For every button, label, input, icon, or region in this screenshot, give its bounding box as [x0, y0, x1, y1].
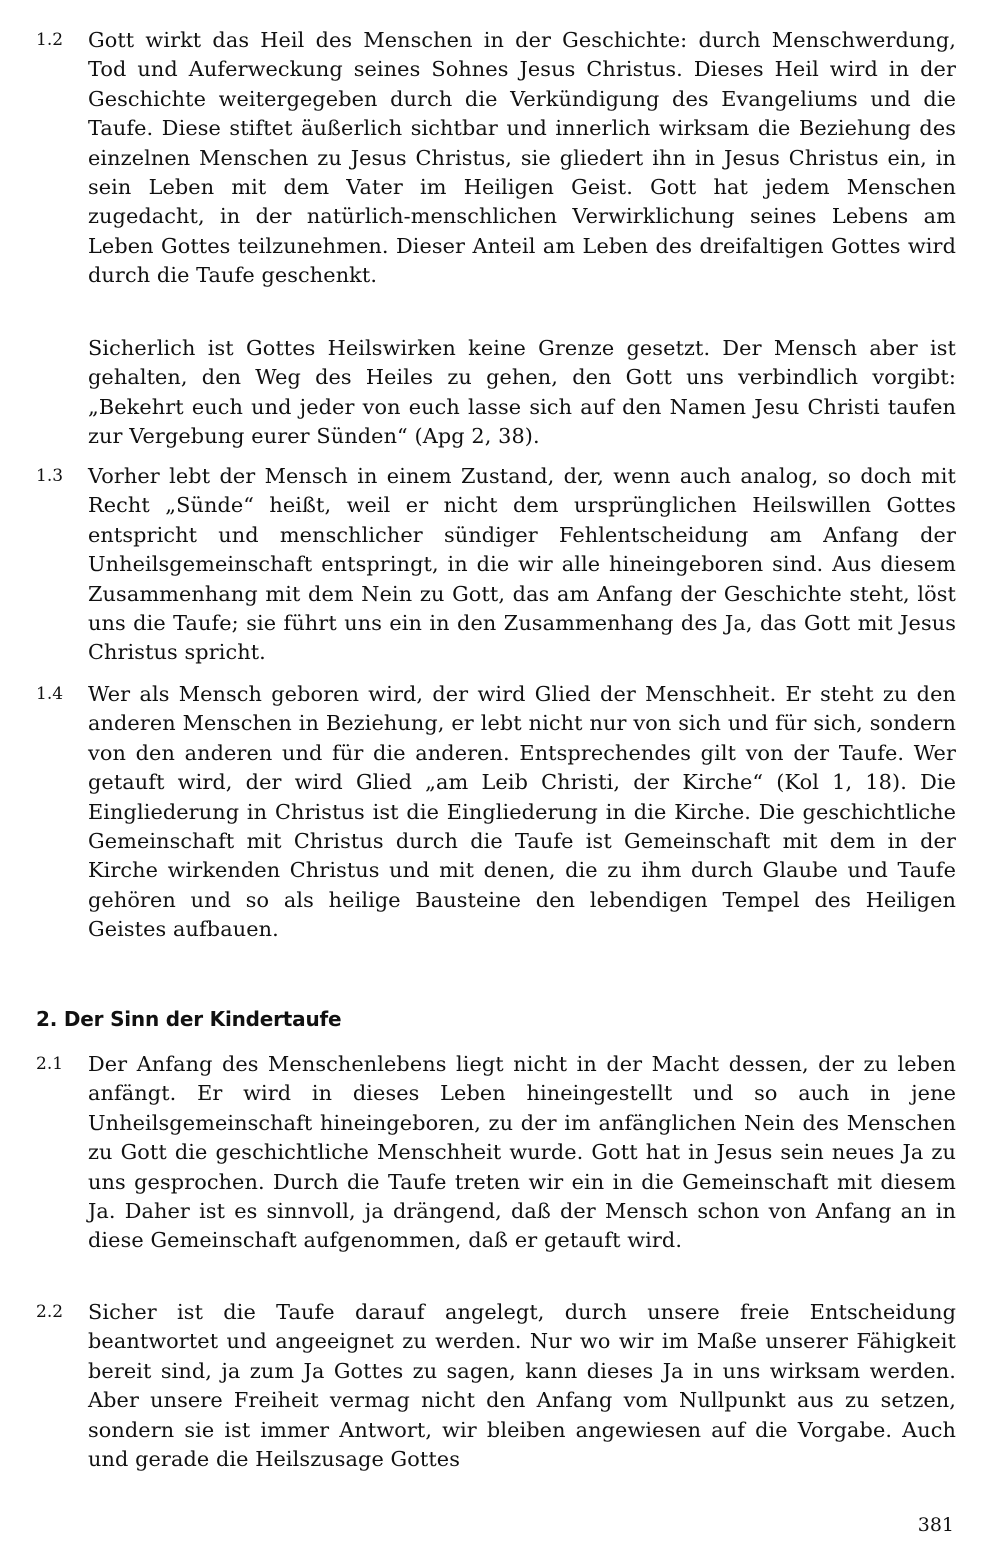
page-number: 381 — [917, 1514, 954, 1536]
section-number: 2.2 — [36, 1302, 64, 1322]
paragraph-1-2-continued — [36, 334, 956, 452]
paragraph-text: Wer als Mensch geboren wird, der wird Glied der Menschheit. Er steht zu den anderen Menschen in Beziehung, er lebt nicht nur von sich und für sich, sondern von den anderen und für die anderen. Entsprechendes gilt von der Taufe. Wer getauft wird, der wird Glied „am Leib Christi, der Kirche“ (Kol 1, 18). Die Eingliederung in Christus ist die Eingliederung in die Kirche. Die geschichtliche Gemeinschaft mit Christus durch die Taufe ist Gemeinschaft mit dem in der Kirche wirkenden Christus und mit denen, die zu ihm durch Glaube und Taufe gehören und so als heilige Bausteine den lebendigen Tempel des Heiligen Geistes aufbauen. — [88, 682, 956, 942]
paragraph-text: Vorher lebt der Mensch in einem Zustand, der, wenn auch analog, so doch mit Recht „Sünde“ heißt, weil er nicht dem ursprünglichen Heilswillen Gottes entspricht und menschlicher sündiger Fehlentscheidung am Anfang der Unheilsgemeinschaft entspringt, in die wir alle hineingeboren sind. Aus diesem Zusammenhang mit dem Nein zu Gott, das am Anfang der Geschichte steht, löst uns die Taufe; sie führt uns ein in den Zusammenhang des Ja, das Gott mit Jesus Christus spricht. — [88, 464, 956, 665]
section-number: 1.2 — [36, 30, 64, 50]
section-heading: 2. Der Sinn der Kindertaufe — [36, 1007, 342, 1031]
paragraph-text: Sicher ist die Taufe darauf angelegt, durch unsere freie Entscheidung beantwortet und angeeignet zu werden. Nur wo wir im Maße unserer Fähigkeit bereit sind, ja zum Ja Gottes zu sagen, kann dieses Ja in uns wirksam werden. Aber unsere Freiheit vermag nicht den Anfang vom Nullpunkt aus zu setzen, sondern sie ist immer Antwort, wir bleiben angewiesen auf die Vorgabe. Auch und gerade die Heilszusage Gottes — [88, 1300, 956, 1472]
paragraph-text: Der Anfang des Menschenlebens liegt nicht in der Macht dessen, der zu leben anfängt. Er wird in dieses Leben hineingestellt und so auch in jene Unheilsgemeinschaft hineingeboren, zu der im anfänglichen Nein des Menschen zu Gott die geschichtliche Menschheit wurde. Gott hat in Jesus sein neues Ja zu uns gesprochen. Durch die Taufe treten wir ein in die Gemeinschaft mit diesem Ja. Daher ist es sinnvoll, ja drängend, daß der Mensch schon von Anfang an in diese Gemeinschaft aufgenommen, daß er getauft wird. — [88, 1052, 956, 1253]
paragraph-1-3 — [36, 462, 956, 668]
section-number: 2.1 — [36, 1054, 64, 1074]
paragraph-text: Gott wirkt das Heil des Menschen in der Geschichte: durch Menschwerdung, Tod und Auferweckung seines Sohnes Jesus Christus. Dieses Heil wird in der Geschichte weitergegeben durch die Verkündigung des Evangeliums und die Taufe. Diese stiftet äußerlich sichtbar und innerlich wirksam die Beziehung des einzelnen Menschen zu Jesus Christus, sie gliedert ihn in Jesus Christus ein, in sein Leben mit dem Vater im Heiligen Geist. Gott hat jedem Menschen zugedacht, in der natürlich-menschlichen Verwirklichung seines Lebens am Leben Gottes teilzunehmen. Dieser Anteil am Leben des dreifaltigen Gottes wird durch die Taufe geschenkt. — [88, 28, 956, 288]
section-number: 1.4 — [36, 684, 64, 704]
paragraph-2-2 — [36, 1298, 956, 1474]
paragraph-1-4 — [36, 680, 956, 945]
paragraph-text: Sicherlich ist Gottes Heilswirken keine Grenze gesetzt. Der Mensch aber ist gehalten, den Weg des Heiles zu gehen, den Gott uns verbindlich vorgibt: „Bekehrt euch und jeder von euch lasse sich auf den Namen Jesu Christi taufen zur Vergebung eurer Sünden“ (Apg 2, 38). — [88, 336, 956, 449]
paragraph-1-2 — [36, 26, 956, 291]
paragraph-2-1 — [36, 1050, 956, 1256]
section-number: 1.3 — [36, 466, 64, 486]
